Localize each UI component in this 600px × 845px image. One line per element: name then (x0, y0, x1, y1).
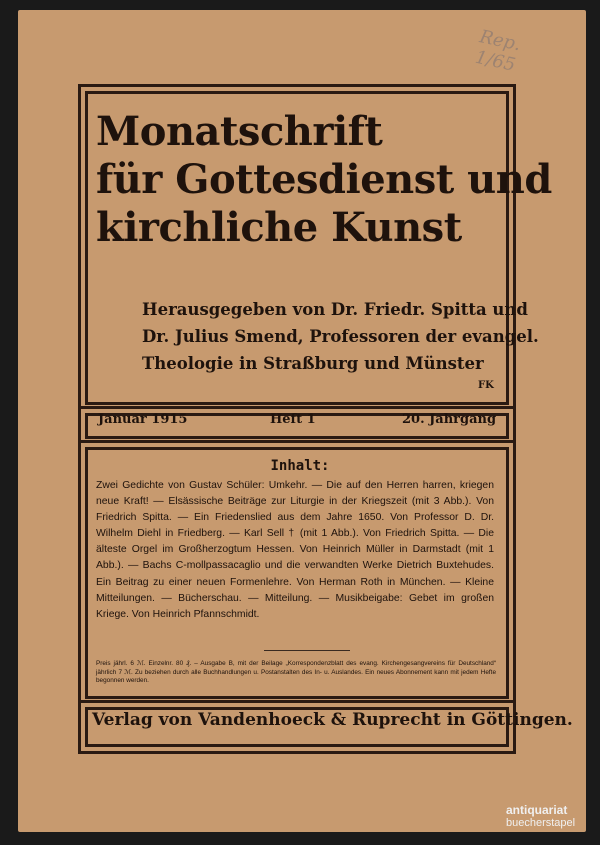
divider (264, 650, 350, 651)
title-line-3: kirchliche Kunst (96, 204, 462, 251)
artist-monogram: FK (478, 380, 494, 391)
contents-heading: Inhalt: (270, 458, 330, 474)
table-of-contents (96, 478, 494, 623)
price-text: Preis jährl. 6 ℳ. Einzelnr. 80 ₰. – Ausgabe B, mit der Beilage „Korrespondenzblatt des evang. Kirchengesangvereins für Deutschland“ jährlich 7 ℳ. Zu beziehen durch alle Buchhandlungen u. Postanstalten des In- u. Auslandes. Ein neues Abonnement kann mit jedem Hefte begonnen werden. (96, 660, 496, 685)
issue-number: Heft 1 (270, 412, 316, 427)
editors-line-3: Theologie in Straßburg und Münster (142, 354, 484, 373)
publisher-line: Verlag von Vandenhoeck & Ruprecht in Göttingen. (92, 710, 573, 730)
title-line-1: Monatschrift (96, 108, 383, 155)
editors-statement (142, 296, 539, 377)
volume-number: 20. Jahrgang (402, 412, 497, 427)
seller-watermark (506, 804, 596, 830)
pencil-annotation: Rep. 1/65 (473, 26, 523, 76)
editors-line-1: Herausgegeben von Dr. Friedr. Spitta und (142, 300, 528, 319)
contents-text: Zwei Gedichte von Gustav Schüler: Umkehr. — Die auf den Herren harren, kriegen neue Kraft! — Elsässische Beiträge zur Liturgie in der Kriegszeit (mit 3 Abb.). Von Friedrich Spitta. — Ein Friedenslied aus dem Jahre 1650. Von Professor D. Dr. Wilhelm Diehl in Friedberg. — Karl Sell † (mit 1 Abb.). Von Friedrich Spitta. — Die älteste Orgel im Großherzogtum Hessen. Von Heinrich Müller in Darmstadt (mit 1 Abb.). — Bachs C-mollpassacaglio und die verwandten Werke Dietrich Buxtehudes. Ein Beitrag zu einer neuen Formenlehre. Von Herman Roth in München. — Kleine Mitteilungen. — Bücherschau. — Mitteilung. — Musikbeigabe: Gebet im großen Kriege. Von Heinrich Pfannschmidt. (96, 480, 494, 620)
price-information (96, 660, 496, 686)
watermark-line-1: antiquariat (506, 803, 568, 817)
editors-line-2: Dr. Julius Smend, Professoren der evangel. (142, 327, 539, 346)
watermark-line-2: buecherstapel (506, 817, 576, 829)
issue-date: Januar 1915 (98, 412, 188, 427)
title-line-2: für Gottesdienst und (96, 156, 552, 203)
magazine-title (96, 108, 552, 252)
